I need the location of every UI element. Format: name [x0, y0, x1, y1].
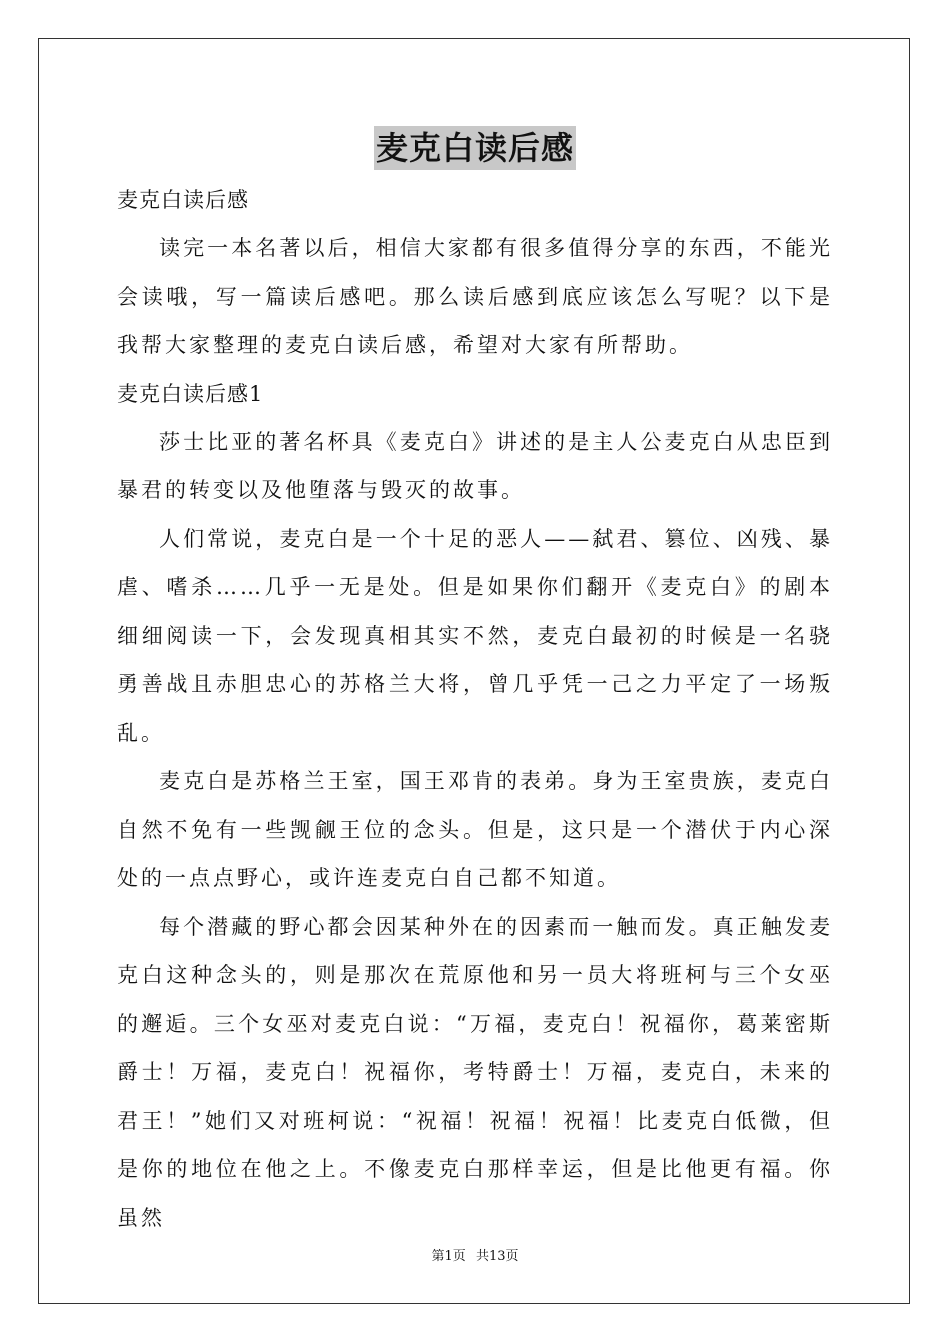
body-paragraph: 人们常说，麦克白是一个十足的恶人——弑君、篡位、凶残、暴虐、嗜杀……几乎一无是处。但是如果你们翻开《麦克白》的剧本细细阅读一下，会发现真相其实不然，麦克白最初的时候是一名骁勇善战且赤胆忠心的苏格兰大将，曾几乎凭一己之力平定了一场叛乱。	[117, 526, 833, 745]
document-body	[117, 176, 833, 1242]
intro-paragraph: 读完一本名著以后，相信大家都有很多值得分享的东西，不能光会读哦，写一篇读后感吧。那么读后感到底应该怎么写呢？以下是我帮大家整理的麦克白读后感，希望对大家有所帮助。	[117, 236, 833, 357]
document-title: 麦克白读后感	[374, 126, 576, 170]
document-subtitle: 麦克白读后感	[117, 188, 249, 212]
title-container	[0, 126, 950, 170]
page-footer	[0, 1248, 950, 1266]
body-paragraph: 每个潜藏的野心都会因某种外在的因素而一触而发。真正触发麦克白这种念头的，则是那次在荒原他和另一员大将班柯与三个女巫的邂逅。三个女巫对麦克白说：“万福，麦克白！祝福你，葛莱密斯爵士！万福，麦克白！祝福你，考特爵士！万福，麦克白，未来的君王！”她们又对班柯说：“祝福！祝福！祝福！比麦克白低微，但是你的地位在他之上。不像麦克白那样幸运，但是比他更有福。你虽然	[117, 914, 833, 1230]
body-paragraph: 麦克白是苏格兰王室，国王邓肯的表弟。身为王室贵族，麦克白自然不免有一些觊觎王位的念头。但是，这只是一个潜伏于内心深处的一点点野心，或许连麦克白自己都不知道。	[117, 769, 833, 890]
page-total: 共13页	[475, 1249, 519, 1264]
page-number: 第1页	[431, 1249, 466, 1264]
body-paragraph: 莎士比亚的著名杯具《麦克白》讲述的是主人公麦克白从忠臣到暴君的转变以及他堕落与毁灭的故事。	[117, 429, 833, 502]
section-heading: 麦克白读后感1	[117, 381, 264, 406]
